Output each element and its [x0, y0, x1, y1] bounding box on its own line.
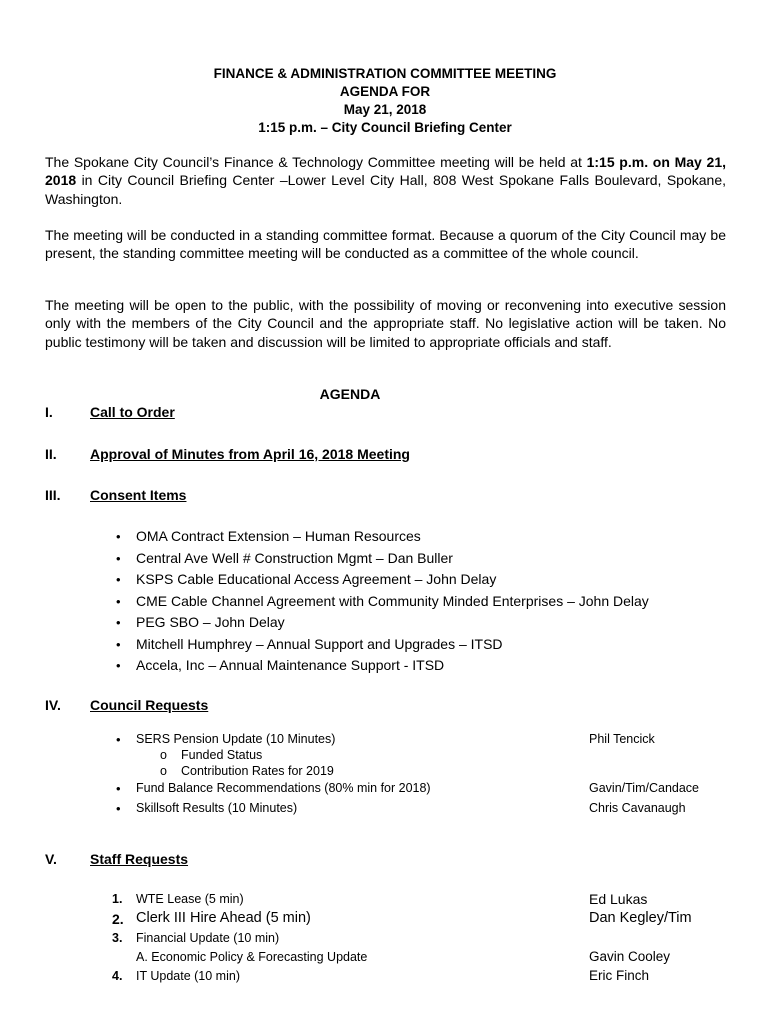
- list-item: A. Economic Policy & Forecasting Update: [136, 950, 368, 964]
- section-title-council-requests: Council Requests: [90, 697, 209, 713]
- section-title-call-to-order: Call to Order: [90, 404, 175, 420]
- sub-list-item: Funded Status: [181, 748, 263, 762]
- sub-bullet-icon: o: [160, 748, 167, 762]
- bullet-icon: •: [116, 594, 121, 609]
- bullet-icon: •: [116, 637, 121, 652]
- intro-paragraph-3: The meeting will be open to the public, with the possibility of moving or reconvening into executive session only with the members of the City Council and the appropriate staff. No legislative action will be taken. No public testimony will be taken and discussion will be limited to appropriate officials and staff.: [45, 297, 726, 350]
- presenter-name: Gavin Cooley: [589, 949, 671, 964]
- presenter-name: Ed Lukas: [589, 891, 648, 907]
- item-number: 1.: [112, 892, 123, 906]
- list-item: KSPS Cable Educational Access Agreement – John Delay: [136, 571, 497, 587]
- list-item: Mitchell Humphrey – Annual Support and Upgrades – ITSD: [136, 636, 503, 652]
- agenda-for-line: AGENDA FOR: [339, 84, 431, 99]
- section-title-approval-of-minutes: Approval of Minutes from April 16, 2018 Meeting: [90, 446, 410, 462]
- list-item: Skillsoft Results (10 Minutes): [136, 801, 298, 815]
- list-item: Accela, Inc – Annual Maintenance Support - ITSD: [136, 657, 445, 673]
- intro-paragraph-2: The meeting will be conducted in a standing committee format. Because a quorum of the City Council may be present, the standing committee meeting will be conducted as a committee of the whole council.: [45, 227, 726, 262]
- list-item: Financial Update (10 min): [136, 931, 280, 945]
- intro-p1-time-date: 1:15 p.m. on May 21, 2018: [45, 154, 726, 189]
- presenter-name: Gavin/Tim/Candace: [589, 781, 699, 795]
- section-numeral: II.: [45, 446, 57, 462]
- item-number: 2.: [112, 911, 124, 927]
- list-item: Clerk III Hire Ahead (5 min): [136, 910, 311, 926]
- section-numeral: III.: [45, 487, 61, 503]
- list-item: Fund Balance Recommendations (80% min for 2018): [136, 781, 431, 795]
- item-number: 4.: [112, 969, 123, 983]
- section-numeral: IV.: [45, 697, 61, 713]
- section-numeral: I.: [45, 404, 53, 420]
- list-item: OMA Contract Extension – Human Resources: [136, 528, 421, 544]
- meeting-date: May 21, 2018: [343, 102, 427, 117]
- section-numeral: V.: [45, 851, 57, 867]
- presenter-name: Dan Kegley/Tim: [589, 910, 692, 926]
- item-number: 3.: [112, 931, 123, 945]
- bullet-icon: •: [116, 658, 121, 673]
- intro-paragraph-1: [45, 153, 726, 208]
- bullet-icon: •: [116, 529, 121, 544]
- sub-list-item: Contribution Rates for 2019: [181, 764, 334, 778]
- agenda-heading: AGENDA: [319, 386, 381, 402]
- bullet-icon: •: [116, 551, 121, 566]
- section-title-staff-requests: Staff Requests: [90, 851, 189, 867]
- bullet-icon: •: [116, 615, 121, 630]
- intro-p1-text-a: The Spokane City Council’s Finance & Technology Committee meeting will be held at: [45, 154, 587, 170]
- bullet-icon: •: [116, 732, 121, 747]
- meeting-title: FINANCE & ADMINISTRATION COMMITTEE MEETING: [213, 66, 557, 81]
- bullet-icon: •: [116, 781, 121, 796]
- section-title-consent-items: Consent Items: [90, 487, 187, 503]
- bullet-icon: •: [116, 572, 121, 587]
- intro-p1-text-c: in City Council Briefing Center –Lower Level City Hall, 808 West Spokane Falls Boulevard, Spokane, Washington.: [45, 172, 726, 207]
- presenter-name: Chris Cavanaugh: [589, 801, 686, 815]
- sub-bullet-icon: o: [160, 764, 167, 778]
- bullet-icon: •: [116, 801, 121, 816]
- list-item: WTE Lease (5 min): [136, 892, 244, 906]
- list-item: IT Update (10 min): [136, 969, 240, 983]
- list-item: CME Cable Channel Agreement with Community Minded Enterprises – John Delay: [136, 593, 649, 609]
- presenter-name: Phil Tencick: [589, 732, 655, 746]
- list-item: Central Ave Well # Construction Mgmt – Dan Buller: [136, 550, 453, 566]
- list-item: PEG SBO – John Delay: [136, 614, 285, 630]
- presenter-name: Eric Finch: [589, 968, 650, 983]
- meeting-time-location: 1:15 p.m. – City Council Briefing Center: [258, 120, 512, 135]
- list-item: SERS Pension Update (10 Minutes): [136, 732, 336, 746]
